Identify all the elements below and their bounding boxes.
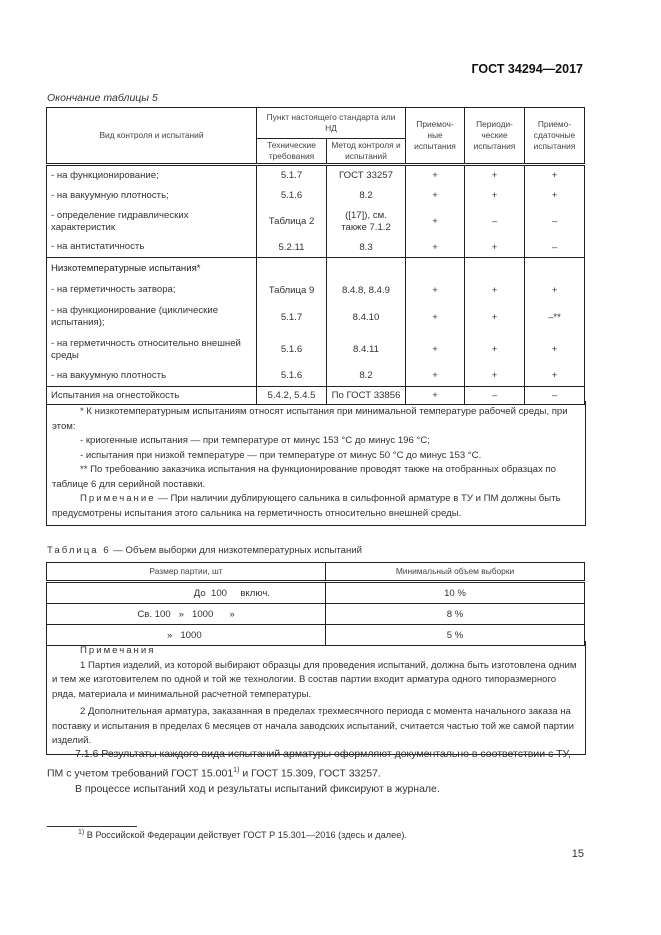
cell-kind: Испытания на огнестойкость [47, 387, 257, 405]
cell-method: ГОСТ 33257 [327, 165, 406, 186]
table-row [47, 582, 585, 604]
cell-tech: 5.1.6 [257, 334, 327, 366]
cell-kind: - на герметичность относительно внешней среды [47, 334, 257, 366]
cell-method: 8.4.10 [327, 301, 406, 334]
cell-tech [257, 258, 327, 280]
cell-periodic: + [465, 366, 525, 387]
table-row [47, 334, 585, 366]
paragraph-text-end: и ГОСТ 15.309, ГОСТ 33257. [239, 767, 381, 779]
cell-kind: - на герметичность затвора; [47, 280, 257, 301]
cell-method: 8.3 [327, 238, 406, 258]
cell-acceptance: + [406, 238, 465, 258]
table5-remark [52, 492, 580, 521]
cell-delivery: + [525, 280, 585, 301]
cell-periodic: + [465, 186, 525, 206]
cell-periodic: – [465, 387, 525, 405]
paragraph-text: 7.1.6 Результаты каждого вида испытаний арматуры оформляют документально в соответствии с ТУ, ПМ с учетом требований ГОСТ 15.001 [47, 748, 571, 779]
table6-title: — Объем выборки для низкотемпературных испытаний [110, 545, 362, 556]
footnote-cryogenic: - криогенные испытания — при температуре от минус 153 °С до минус 196 °С; [80, 435, 430, 446]
cell-acceptance: + [406, 334, 465, 366]
table-row [47, 186, 585, 206]
cell-acceptance: + [406, 301, 465, 334]
cell-acceptance [406, 258, 465, 280]
cell-method: По ГОСТ 33856 [327, 387, 406, 405]
header-min-sample: Минимальный объем выборки [326, 563, 585, 582]
cell-delivery: + [525, 366, 585, 387]
table5 [46, 107, 585, 405]
header-clause-group: Пункт настоящего стандарта или НД [257, 108, 406, 139]
paragraph-journal: В процессе испытаний ход и результаты испытаний фиксируют в журнале. [75, 782, 440, 795]
cell-acceptance: + [406, 387, 465, 405]
note-2: 2 Дополнительная арматура, заказанная в пределах трехмесячного периода с момента начального заказа на поставку и испытания в пределах 6 месяцев от начала заводских испытаний, считается частью той же самой партии изделий. [52, 706, 575, 746]
cell-delivery: – [525, 206, 585, 238]
cell-kind: - на антистатичность [47, 238, 257, 258]
cell-method: 8.2 [327, 366, 406, 387]
cell-delivery: + [525, 165, 585, 186]
footnote [78, 829, 407, 840]
cell-tech: Таблица 9 [257, 280, 327, 301]
table-row [47, 604, 585, 625]
cell-kind: - на вакуумную плотность [47, 366, 257, 387]
header-method: Метод контроля и испытаний [327, 139, 406, 165]
cell-tech: 5.1.6 [257, 186, 327, 206]
cell-acceptance: + [406, 165, 465, 186]
table-row [47, 238, 585, 258]
cell-tech: 5.1.6 [257, 366, 327, 387]
cell-batch-size: До 100 включ. [47, 582, 326, 604]
cell-periodic [465, 258, 525, 280]
footnote-text: В Российской Федерации действует ГОСТ Р 15.301—2016 (здесь и далее). [84, 830, 407, 841]
cell-acceptance: + [406, 206, 465, 238]
header-kind: Вид контроля и испытаний [47, 108, 257, 165]
footnote-double-asterisk: ** По требованию заказчика испытания на функционирование проводят также на отобранных образцах по таблице 6 для серийной поставки. [52, 464, 556, 490]
table-row [47, 165, 585, 186]
table6 [46, 562, 585, 646]
table5-caption: Окончание таблицы 5 [47, 92, 158, 104]
footnote-asterisk: * К низкотемпературным испытаниям относят испытания при минимальной температуре рабочей среды, при этом: [52, 406, 568, 432]
header-delivery: Приемо-сдаточные испытания [525, 108, 585, 165]
cell-periodic: + [465, 238, 525, 258]
note-1: 1 Партия изделий, из которой выбирают образцы для проведения испытаний, должна быть изготовлена одним и тем же изготовителем по одной и той же технологии. В состав партии входит арматура одного типоразмерного ряда, материала и минимальной расчетной температуры. [52, 659, 577, 700]
cell-delivery [525, 258, 585, 280]
table-row-group-heading [47, 258, 585, 280]
footnote-low-temp: - испытания при низкой температуре — при температуре от минус 50 °С до минус 153 °С. [80, 449, 482, 461]
table5-notes [46, 401, 586, 526]
cell-tech: Таблица 2 [257, 206, 327, 238]
cell-kind: - на функционирование; [47, 165, 257, 186]
cell-min-sample: 5 % [326, 625, 585, 646]
footnote-mark: 1) [78, 829, 85, 836]
table-row [47, 206, 585, 238]
cell-periodic: + [465, 280, 525, 301]
cell-delivery: – [525, 387, 585, 405]
cell-batch-size: » 1000 [47, 625, 326, 646]
cell-method [327, 258, 406, 280]
body-paragraphs [47, 747, 584, 797]
cell-min-sample: 8 % [326, 604, 585, 625]
cell-acceptance: + [406, 280, 465, 301]
header-acceptance: Приемоч-ные испытания [406, 108, 465, 165]
remark-text: — При наличии дублирующего сальника в сильфонной арматуре в ТУ и ПМ должны быть предусмотрены испытания этого сальника на герметичность относительно внешней среды. [52, 493, 561, 519]
table-row [47, 280, 585, 301]
cell-delivery: + [525, 334, 585, 366]
cell-batch-size: Св. 100 » 1000 » [47, 604, 326, 625]
remark-label: Примечание [80, 493, 156, 504]
cell-method: 8.2 [327, 186, 406, 206]
table6-label: Таблица 6 [47, 545, 111, 556]
cell-method: 8.4.11 [327, 334, 406, 366]
cell-kind: Низкотемпературные испытания* [47, 258, 257, 280]
footnote-separator [47, 826, 137, 827]
header-periodic: Периоди-ческие испытания [465, 108, 525, 165]
cell-tech: 5.2.11 [257, 238, 327, 258]
cell-periodic: + [465, 165, 525, 186]
cell-method: ([17]), см. также 7.1.2 [327, 206, 406, 238]
cell-method: 8.4.8, 8.4.9 [327, 280, 406, 301]
cell-delivery: –** [525, 301, 585, 334]
cell-min-sample: 10 % [326, 582, 585, 604]
notes-label: Примечания [80, 645, 156, 656]
cell-tech: 5.1.7 [257, 165, 327, 186]
table-row [47, 301, 585, 334]
cell-periodic: + [465, 301, 525, 334]
cell-acceptance: + [406, 186, 465, 206]
cell-periodic: – [465, 206, 525, 238]
cell-kind: - определение гидравлических характеристик [47, 206, 257, 238]
footnote-ref: 1) [233, 766, 240, 774]
page-number: 15 [571, 848, 584, 860]
cell-delivery: – [525, 238, 585, 258]
header-tech-req: Технические требования [257, 139, 327, 165]
cell-periodic: + [465, 334, 525, 366]
cell-tech: 5.1.7 [257, 301, 327, 334]
table6-caption [47, 545, 362, 556]
cell-kind: - на вакуумную плотность; [47, 186, 257, 206]
cell-kind: - на функционирование (циклические испытания); [47, 301, 257, 334]
table-row [47, 366, 585, 387]
cell-acceptance: + [406, 366, 465, 387]
cell-delivery: + [525, 186, 585, 206]
cell-tech: 5.4.2, 5.4.5 [257, 387, 327, 405]
header-batch-size: Размер партии, шт [47, 563, 326, 582]
document-code: ГОСТ 34294—2017 [471, 62, 583, 76]
table6-notes [46, 641, 586, 755]
paragraph-7-1-6 [47, 747, 584, 782]
